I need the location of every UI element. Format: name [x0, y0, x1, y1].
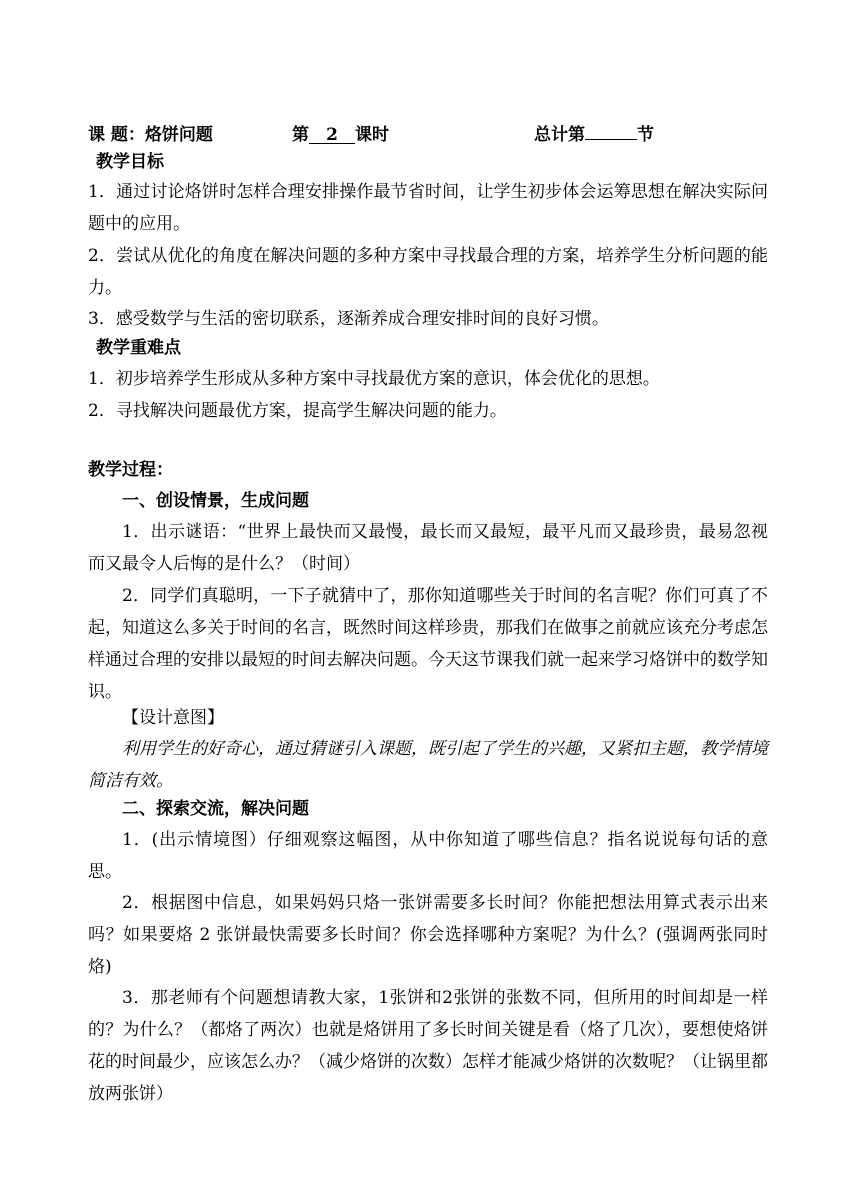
- design-intent-text: 利用学生的好奇心，通过猜谜引入课题，既引起了学生的兴趣，又紧扣主题，教学情境简洁有效。: [88, 739, 768, 791]
- key-point-item: 2．寻找解决问题最优方案，提高学生解决问题的能力。: [88, 401, 507, 421]
- design-intent-label: 【设计意图】: [122, 708, 224, 728]
- lesson-prefix: 第: [292, 125, 309, 145]
- total-value: [585, 121, 637, 140]
- key-point-item: 1．初步培养学生形成从多种方案中寻找最优方案的意识，体会优化的思想。: [88, 369, 660, 389]
- objective-item: 2．尝试从优化的角度在解决问题的多种方案中寻找最合理的方案，培养学生分析问题的能力。: [88, 246, 768, 298]
- topic-label: 课 题：烙饼问题: [88, 125, 213, 145]
- objective-item: 3．感受数学与生活的密切联系，逐渐养成合理安排时间的良好习惯。: [88, 309, 609, 329]
- section1-paragraph: 2．同学们真聪明，一下子就猜中了，那你知道哪些关于时间的名言呢？你们可真了不起，知道这么多关于时间的名言，既然时间这样珍贵，那我们在做事之前就应该充分考虑怎样通过合理的安排以最短的时间去解决问题。今天这节课我们就一起来学习烙饼中的数学知识。: [88, 586, 768, 702]
- process-title: 教学过程：: [88, 460, 173, 480]
- key-points-title: 教学重难点: [96, 338, 181, 358]
- lesson-number-field: [292, 120, 389, 145]
- objectives-title: 教学目标: [96, 152, 164, 172]
- objective-item: 1．通过讨论烙饼时怎样合理安排操作最节省时间，让学生初步体会运筹思想在解决实际问题中的应用。: [88, 182, 768, 234]
- lesson-number: 2: [309, 125, 355, 144]
- section1-title: 一、创设情景，生成问题: [122, 491, 309, 511]
- section2-paragraph: 1．(出示情境图）仔细观察这幅图，从中你知道了哪些信息？指名说说每句话的意思。: [88, 830, 768, 882]
- total-prefix: 总计第: [534, 125, 585, 145]
- total-suffix: 节: [637, 125, 654, 145]
- section1-paragraph: 1．出示谜语：“世界上最快而又最慢，最长而又最短，最平凡而又最珍贵，最易忽视而又最令人后悔的是什么？（时间）: [88, 522, 768, 574]
- section2-title: 二、探索交流，解决问题: [122, 799, 309, 819]
- total-field: [534, 120, 654, 145]
- lesson-suffix: 课时: [355, 125, 389, 145]
- section2-paragraph: 2．根据图中信息，如果妈妈只烙一张饼需要多长时间？你能把想法用算式表示出来吗？如果要烙 2 张饼最快需要多长时间？你会选择哪种方案呢？为什么？(强调两张同时烙): [88, 893, 768, 977]
- section2-paragraph: 3．那老师有个问题想请教大家，1张饼和2张饼的张数不同，但所用的时间却是一样的？为什么？（都烙了两次）也就是烙饼用了多长时间关键是看（烙了几次），要想使烙饼花的时间最少，应该怎么办？（减少烙饼的次数）怎样才能减少烙饼的次数呢？（让锅里都放两张饼）: [88, 988, 768, 1104]
